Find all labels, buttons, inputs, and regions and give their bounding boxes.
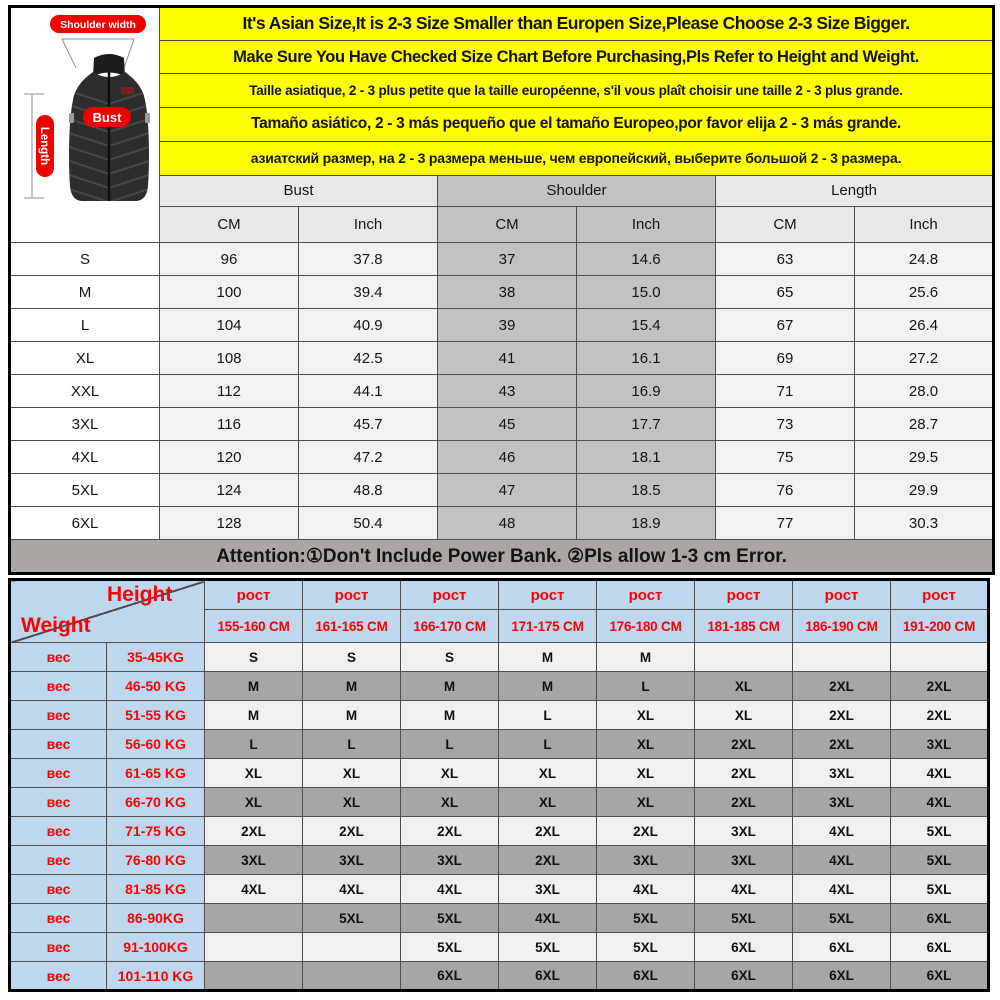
size-value-cell: 96 — [160, 243, 299, 276]
recommended-size-cell: 5XL — [597, 933, 695, 962]
size-value-cell: 17.7 — [577, 408, 716, 441]
size-value-cell: 116 — [160, 408, 299, 441]
banner-line-1: It's Asian Size,It is 2-3 Size Smaller than Europen Size,Please Choose 2-3 Size Bigger. — [160, 7, 994, 41]
recommended-size-cell: XL — [499, 788, 597, 817]
size-chart-table — [8, 5, 995, 575]
size-label: L — [10, 309, 160, 342]
size-value-cell: 24.8 — [855, 243, 994, 276]
size-value-cell: 28.0 — [855, 375, 994, 408]
fit-row — [10, 672, 989, 701]
size-row — [10, 342, 994, 375]
size-value-cell: 18.9 — [577, 507, 716, 540]
banner-line-5: азиатский размер, на 2 - 3 размера меньше, чем европейский, выберите большой 2 - 3 размера. — [160, 141, 994, 175]
recommended-size-cell: XL — [597, 701, 695, 730]
size-value-cell: 100 — [160, 276, 299, 309]
unit-header: CM — [716, 207, 855, 243]
size-value-cell: 26.4 — [855, 309, 994, 342]
size-row — [10, 474, 994, 507]
fit-chart-table — [8, 578, 990, 992]
height-range-cell: 166-170 CM — [401, 610, 499, 643]
recommended-size-cell: 2XL — [303, 817, 401, 846]
recommended-size-cell: L — [597, 672, 695, 701]
unit-header: Inch — [855, 207, 994, 243]
recommended-size-cell: M — [401, 672, 499, 701]
height-header-cell: рост — [793, 580, 891, 610]
recommended-size-cell: XL — [695, 701, 793, 730]
recommended-size-cell: 2XL — [695, 788, 793, 817]
fit-row — [10, 701, 989, 730]
recommended-size-cell: M — [205, 701, 303, 730]
fit-row — [10, 933, 989, 962]
vest-graphic — [66, 54, 152, 202]
recommended-size-cell: 3XL — [695, 846, 793, 875]
size-value-cell: 71 — [716, 375, 855, 408]
weight-label-cell: вес — [10, 962, 107, 991]
recommended-size-cell — [695, 643, 793, 672]
recommended-size-cell: 3XL — [401, 846, 499, 875]
fit-row — [10, 788, 989, 817]
recommended-size-cell: 6XL — [695, 962, 793, 991]
banner-line-4: Tamaño asiático, 2 - 3 más pequeño que el tamaño Europeo,por favor elija 2 - 3 más grande. — [160, 108, 994, 142]
size-value-cell: 63 — [716, 243, 855, 276]
recommended-size-cell: M — [499, 643, 597, 672]
size-value-cell: 45 — [438, 408, 577, 441]
recommended-size-cell: 3XL — [695, 817, 793, 846]
recommended-size-cell: 4XL — [891, 759, 989, 788]
corner-weight-label: Weight — [21, 614, 91, 637]
size-value-cell: 65 — [716, 276, 855, 309]
fit-row — [10, 759, 989, 788]
recommended-size-cell: 6XL — [793, 933, 891, 962]
weight-label-cell: вес — [10, 875, 107, 904]
weight-label-cell: вес — [10, 846, 107, 875]
height-range-cell: 155-160 CM — [205, 610, 303, 643]
fit-row — [10, 817, 989, 846]
height-weight-corner — [10, 580, 205, 643]
size-value-cell: 15.4 — [577, 309, 716, 342]
recommended-size-cell: M — [597, 643, 695, 672]
recommended-size-cell — [891, 643, 989, 672]
size-value-cell: 14.6 — [577, 243, 716, 276]
recommended-size-cell: 3XL — [499, 875, 597, 904]
weight-label-cell: вес — [10, 643, 107, 672]
size-value-cell: 108 — [160, 342, 299, 375]
size-value-cell: 124 — [160, 474, 299, 507]
fit-row — [10, 875, 989, 904]
recommended-size-cell: 5XL — [891, 817, 989, 846]
size-value-cell: 112 — [160, 375, 299, 408]
recommended-size-cell — [205, 904, 303, 933]
height-header-cell: рост — [695, 580, 793, 610]
recommended-size-cell: XL — [303, 788, 401, 817]
size-label: XXL — [10, 375, 160, 408]
recommended-size-cell: 2XL — [891, 672, 989, 701]
recommended-size-cell — [205, 962, 303, 991]
recommended-size-cell: 5XL — [597, 904, 695, 933]
recommended-size-cell: 3XL — [597, 846, 695, 875]
recommended-size-cell: 3XL — [891, 730, 989, 759]
recommended-size-cell: 5XL — [499, 933, 597, 962]
size-row — [10, 408, 994, 441]
length-label: Length — [37, 126, 50, 166]
recommended-size-cell: 2XL — [793, 672, 891, 701]
recommended-size-cell: 3XL — [793, 788, 891, 817]
recommended-size-cell: 2XL — [695, 730, 793, 759]
size-value-cell: 73 — [716, 408, 855, 441]
size-value-cell: 38 — [438, 276, 577, 309]
recommended-size-cell: M — [499, 672, 597, 701]
size-value-cell: 44.1 — [299, 375, 438, 408]
recommended-size-cell: 6XL — [401, 962, 499, 991]
recommended-size-cell: 3XL — [303, 846, 401, 875]
size-value-cell: 18.1 — [577, 441, 716, 474]
height-header-cell: рост — [205, 580, 303, 610]
size-value-cell: 128 — [160, 507, 299, 540]
recommended-size-cell: 5XL — [891, 846, 989, 875]
height-header-cell: рост — [597, 580, 695, 610]
weight-label-cell: вес — [10, 817, 107, 846]
unit-header: Inch — [299, 207, 438, 243]
unit-header: CM — [438, 207, 577, 243]
size-label: XL — [10, 342, 160, 375]
weight-range-cell: 56-60 KG — [107, 730, 205, 759]
attention-note: Attention:①Don't Include Power Bank. ②Pls allow 1-3 cm Error. — [10, 540, 994, 574]
size-value-cell: 48 — [438, 507, 577, 540]
weight-label-cell: вес — [10, 788, 107, 817]
size-value-cell: 48.8 — [299, 474, 438, 507]
size-row — [10, 507, 994, 540]
size-value-cell: 120 — [160, 441, 299, 474]
size-row — [10, 276, 994, 309]
size-value-cell: 15.0 — [577, 276, 716, 309]
recommended-size-cell: S — [303, 643, 401, 672]
unit-header: Inch — [577, 207, 716, 243]
recommended-size-cell: 6XL — [793, 962, 891, 991]
vest-illustration-cell — [10, 7, 160, 243]
weight-label-cell: вес — [10, 701, 107, 730]
recommended-size-cell: M — [205, 672, 303, 701]
recommended-size-cell: L — [499, 701, 597, 730]
size-value-cell: 39 — [438, 309, 577, 342]
recommended-size-cell: XL — [695, 672, 793, 701]
fit-row — [10, 846, 989, 875]
recommended-size-cell: XL — [597, 730, 695, 759]
bust-label: Bust — [92, 110, 121, 125]
recommended-size-cell: M — [303, 672, 401, 701]
weight-range-cell: 81-85 KG — [107, 875, 205, 904]
recommended-size-cell: 5XL — [401, 933, 499, 962]
size-value-cell: 47.2 — [299, 441, 438, 474]
recommended-size-cell: XL — [205, 759, 303, 788]
height-range-cell: 171-175 CM — [499, 610, 597, 643]
size-table-body — [10, 243, 994, 540]
weight-range-cell: 76-80 KG — [107, 846, 205, 875]
group-header-bust: Bust — [160, 175, 438, 207]
height-header-cell: рост — [499, 580, 597, 610]
weight-label-cell: вес — [10, 672, 107, 701]
recommended-size-cell: 3XL — [205, 846, 303, 875]
size-label: S — [10, 243, 160, 276]
recommended-size-cell: 6XL — [891, 904, 989, 933]
recommended-size-cell: 4XL — [499, 904, 597, 933]
recommended-size-cell: L — [205, 730, 303, 759]
group-header-shoulder: Shoulder — [438, 175, 716, 207]
recommended-size-cell: 5XL — [401, 904, 499, 933]
recommended-size-cell: 6XL — [891, 962, 989, 991]
shoulder-width-label: Shoulder width — [59, 19, 136, 31]
recommended-size-cell: 6XL — [891, 933, 989, 962]
recommended-size-cell: 2XL — [205, 817, 303, 846]
size-value-cell: 77 — [716, 507, 855, 540]
recommended-size-cell: 6XL — [597, 962, 695, 991]
weight-range-cell: 51-55 KG — [107, 701, 205, 730]
height-range-cell: 186-190 CM — [793, 610, 891, 643]
height-range-cell: 176-180 CM — [597, 610, 695, 643]
size-value-cell: 43 — [438, 375, 577, 408]
weight-range-cell: 66-70 KG — [107, 788, 205, 817]
recommended-size-cell: 4XL — [891, 788, 989, 817]
fit-table-body — [10, 643, 989, 991]
weight-range-cell: 61-65 KG — [107, 759, 205, 788]
recommended-size-cell: 5XL — [891, 875, 989, 904]
weight-range-cell: 46-50 KG — [107, 672, 205, 701]
recommended-size-cell: 5XL — [303, 904, 401, 933]
fit-header-row-1 — [10, 580, 989, 610]
size-value-cell: 47 — [438, 474, 577, 507]
size-value-cell: 75 — [716, 441, 855, 474]
recommended-size-cell — [303, 933, 401, 962]
recommended-size-cell: 4XL — [793, 817, 891, 846]
recommended-size-cell: 2XL — [499, 846, 597, 875]
recommended-size-cell: S — [401, 643, 499, 672]
recommended-size-cell: XL — [205, 788, 303, 817]
recommended-size-cell: 5XL — [695, 904, 793, 933]
recommended-size-cell: 2XL — [695, 759, 793, 788]
recommended-size-cell: 4XL — [793, 875, 891, 904]
recommended-size-cell — [793, 643, 891, 672]
group-header-length: Length — [716, 175, 994, 207]
recommended-size-cell: L — [499, 730, 597, 759]
size-value-cell: 104 — [160, 309, 299, 342]
recommended-size-cell — [205, 933, 303, 962]
size-value-cell: 29.5 — [855, 441, 994, 474]
height-header-cell: рост — [401, 580, 499, 610]
recommended-size-cell: 2XL — [793, 701, 891, 730]
weight-range-cell: 86-90KG — [107, 904, 205, 933]
size-value-cell: 40.9 — [299, 309, 438, 342]
recommended-size-cell: M — [303, 701, 401, 730]
recommended-size-cell: M — [401, 701, 499, 730]
size-value-cell: 41 — [438, 342, 577, 375]
corner-height-label: Height — [107, 583, 173, 606]
size-value-cell: 37.8 — [299, 243, 438, 276]
size-row — [10, 375, 994, 408]
size-value-cell: 69 — [716, 342, 855, 375]
weight-range-cell: 101-110 KG — [107, 962, 205, 991]
recommended-size-cell: L — [401, 730, 499, 759]
weight-range-cell: 35-45KG — [107, 643, 205, 672]
recommended-size-cell: XL — [499, 759, 597, 788]
size-value-cell: 39.4 — [299, 276, 438, 309]
banner-line-3: Taille asiatique, 2 - 3 plus petite que la taille européenne, s'il vous plaît choisir une taille 2 - 3 plus grande. — [160, 74, 994, 108]
size-value-cell: 30.3 — [855, 507, 994, 540]
recommended-size-cell: 4XL — [695, 875, 793, 904]
recommended-size-cell: XL — [401, 788, 499, 817]
weight-label-cell: вес — [10, 904, 107, 933]
recommended-size-cell: 4XL — [205, 875, 303, 904]
banner-line-2: Make Sure You Have Checked Size Chart Before Purchasing,Pls Refer to Height and Weight. — [160, 40, 994, 74]
recommended-size-cell: XL — [597, 759, 695, 788]
size-value-cell: 67 — [716, 309, 855, 342]
recommended-size-cell: 5XL — [793, 904, 891, 933]
size-value-cell: 76 — [716, 474, 855, 507]
size-row — [10, 441, 994, 474]
size-value-cell: 25.6 — [855, 276, 994, 309]
recommended-size-cell: 2XL — [401, 817, 499, 846]
recommended-size-cell: 2XL — [597, 817, 695, 846]
recommended-size-cell: 4XL — [401, 875, 499, 904]
size-value-cell: 29.9 — [855, 474, 994, 507]
height-range-cell: 181-185 CM — [695, 610, 793, 643]
recommended-size-cell: 3XL — [793, 759, 891, 788]
recommended-size-cell: S — [205, 643, 303, 672]
size-label: 5XL — [10, 474, 160, 507]
size-value-cell: 28.7 — [855, 408, 994, 441]
recommended-size-cell: XL — [401, 759, 499, 788]
size-label: 4XL — [10, 441, 160, 474]
height-range-cell: 191-200 CM — [891, 610, 989, 643]
weight-range-cell: 91-100KG — [107, 933, 205, 962]
height-header-cell: рост — [303, 580, 401, 610]
weight-range-cell: 71-75 KG — [107, 817, 205, 846]
fit-row — [10, 730, 989, 759]
size-value-cell: 42.5 — [299, 342, 438, 375]
fit-row — [10, 904, 989, 933]
size-value-cell: 18.5 — [577, 474, 716, 507]
size-label: 3XL — [10, 408, 160, 441]
weight-label-cell: вес — [10, 933, 107, 962]
recommended-size-cell: XL — [303, 759, 401, 788]
height-range-cell: 161-165 CM — [303, 610, 401, 643]
fit-row — [10, 643, 989, 672]
weight-label-cell: вес — [10, 759, 107, 788]
size-label: 6XL — [10, 507, 160, 540]
unit-header: CM — [160, 207, 299, 243]
weight-label-cell: вес — [10, 730, 107, 759]
height-header-cell: рост — [891, 580, 989, 610]
recommended-size-cell: 6XL — [499, 962, 597, 991]
size-value-cell: 46 — [438, 441, 577, 474]
size-value-cell: 50.4 — [299, 507, 438, 540]
recommended-size-cell: 4XL — [303, 875, 401, 904]
fit-row — [10, 962, 989, 991]
size-value-cell: 16.9 — [577, 375, 716, 408]
size-row — [10, 243, 994, 276]
vest-illustration — [12, 8, 159, 237]
recommended-size-cell — [303, 962, 401, 991]
recommended-size-cell: 4XL — [597, 875, 695, 904]
recommended-size-cell: 2XL — [891, 701, 989, 730]
recommended-size-cell: 6XL — [695, 933, 793, 962]
recommended-size-cell: 4XL — [793, 846, 891, 875]
size-row — [10, 309, 994, 342]
recommended-size-cell: XL — [597, 788, 695, 817]
size-label: M — [10, 276, 160, 309]
recommended-size-cell: 2XL — [793, 730, 891, 759]
size-value-cell: 37 — [438, 243, 577, 276]
size-value-cell: 27.2 — [855, 342, 994, 375]
recommended-size-cell: L — [303, 730, 401, 759]
recommended-size-cell: 2XL — [499, 817, 597, 846]
size-value-cell: 16.1 — [577, 342, 716, 375]
size-value-cell: 45.7 — [299, 408, 438, 441]
